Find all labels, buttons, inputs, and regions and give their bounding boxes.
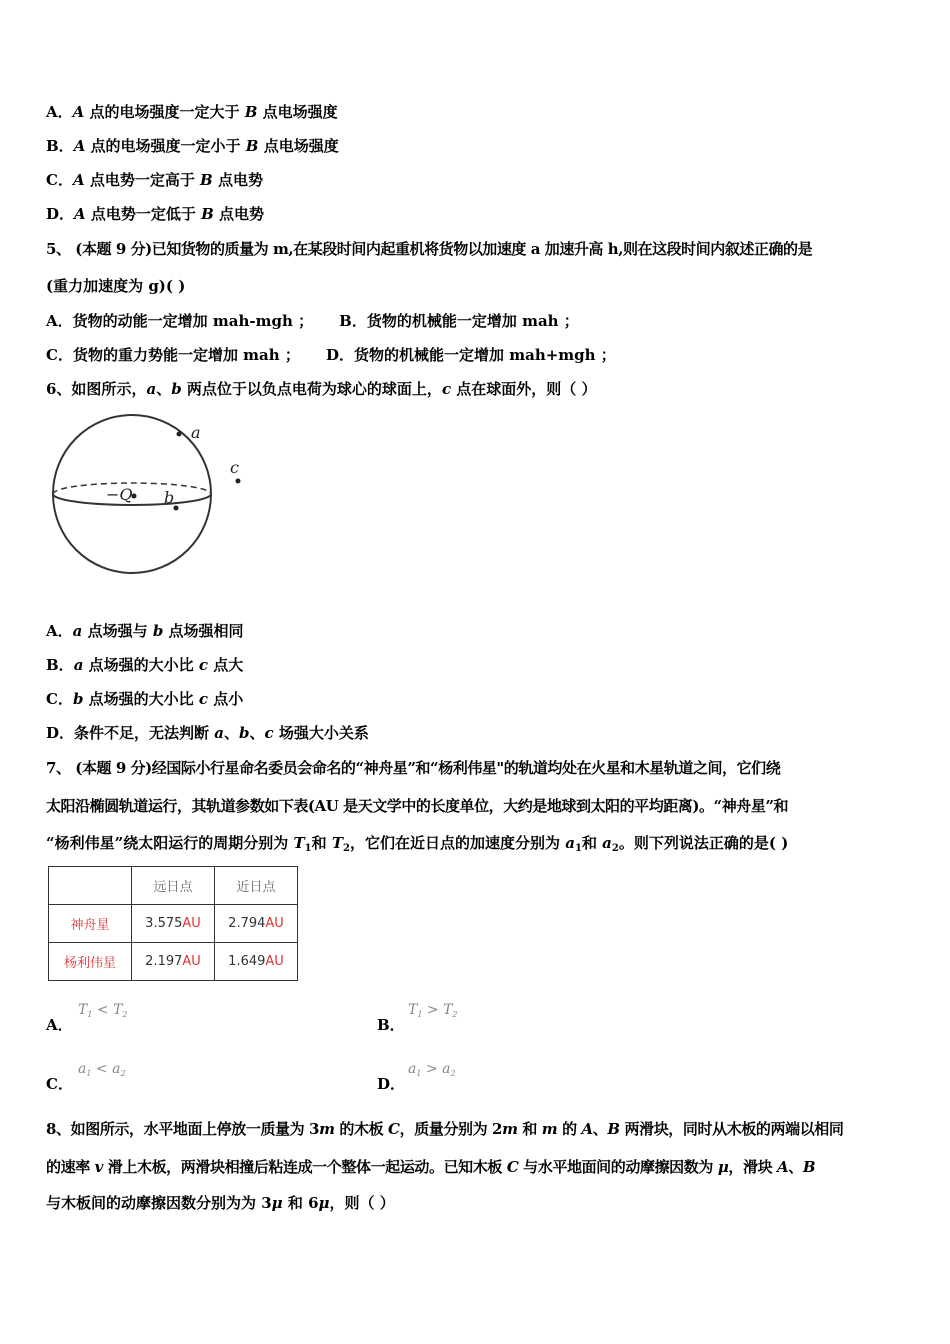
q6-option-c: C．b 点场强的大小比 c 点小 <box>46 690 244 708</box>
q4-option-c: C．A 点电势一定高于 B 点电势 <box>46 171 263 189</box>
q5-stem-line1: 5、 (本题 9 分)已知货物的质量为 m,在某段时间内起重机将货物以加速度 a 加速升高 h,则在这段时间内叙述正确的是 <box>46 240 813 258</box>
table-cell-far: 3.575AU <box>132 905 215 943</box>
q7-option-c-formula: $a_1 < a_2$ <box>78 1061 126 1078</box>
q6-stem: 6、如图所示，a、b 两点位于以负点电荷为球心的球面上，c 点在球面外，则（ ） <box>46 380 597 398</box>
q8-line3: 与木板间的动摩擦因数分别为为 3μ 和 6μ，则（ ） <box>46 1194 395 1212</box>
q6-option-a: A．a 点场强与 b 点场强相同 <box>46 622 244 640</box>
sphere-figure <box>46 414 256 584</box>
q7-option-a-label: A． <box>46 1016 73 1034</box>
q7-stem-line3: “杨利伟星”绕太阳运行的周期分别为 $T_1$和 $T_2$，它们在近日点的加速度分别为 $a_1$和 $a_2$。则下列说法正确的是( ) <box>46 834 789 854</box>
table-cell-near: 1.649AU <box>215 943 298 981</box>
q4-option-a: A．A 点的电场强度一定大于 B 点电场强度 <box>46 103 338 121</box>
orbit-parameters-table <box>48 866 298 981</box>
q7-option-b-label: B． <box>377 1016 405 1034</box>
label-c: c <box>230 458 239 477</box>
q4-option-d: D．A 点电势一定低于 B 点电势 <box>46 205 265 223</box>
q8-line2: 的速率 v 滑上木板，两滑块相撞后粘连成一个整体一起运动。已知木板 C 与水平地面间的动摩擦因数为 μ，滑块 A、B <box>46 1158 816 1176</box>
label-negative-q: −Q <box>106 485 133 504</box>
table-header-cell <box>49 867 132 905</box>
q7-stem-line1: 7、 (本题 9 分)经国际小行星命名委员会命名的“神舟星”和“杨利伟星"的轨道均处在火星和木星轨道之间，它们绕 <box>46 759 781 777</box>
q7-stem-line2: 太阳沿椭圆轨道运行，其轨道参数如下表(AU 是天文学中的长度单位，大约是地球到太阳的平均距离)。“神舟星”和 <box>46 797 789 815</box>
table-row <box>49 943 298 981</box>
point-b <box>174 506 179 511</box>
point-a <box>177 432 182 437</box>
q8-line1: 8、如图所示，水平地面上停放一质量为 3m 的木板 C，质量分别为 2m 和 m 的 A、B 两滑块，同时从木板的两端以相同 <box>46 1120 844 1138</box>
table-cell-name: 杨利伟星 <box>49 943 132 981</box>
q5-stem-line2: (重力加速度为 g)( ) <box>46 277 186 295</box>
q5-options-line2: C．货物的重力势能一定增加 mah ； D．货物的机械能一定增加 mah+mgh ； <box>46 346 616 364</box>
q7-option-d-formula: $a_1 > a_2$ <box>408 1061 456 1078</box>
table-header-cell: 近日点 <box>215 867 298 905</box>
q7-option-b-formula: $T_1 > T_2$ <box>408 1002 458 1019</box>
q7-option-c-label: C． <box>46 1075 73 1093</box>
label-b: b <box>164 488 175 507</box>
q6-option-d: D．条件不足，无法判断 a、b、c 场强大小关系 <box>46 724 369 742</box>
q4-option-b: B．A 点的电场强度一定小于 B 点电场强度 <box>46 137 339 155</box>
q6-option-b: B．a 点场强的大小比 c 点大 <box>46 656 244 674</box>
table-cell-far: 2.197AU <box>132 943 215 981</box>
table-header-cell: 远日点 <box>132 867 215 905</box>
table-cell-name: 神舟星 <box>49 905 132 943</box>
table-cell-near: 2.794AU <box>215 905 298 943</box>
q7-option-a-formula: $T_1 < T_2$ <box>78 1002 128 1019</box>
table-header-row <box>49 867 298 905</box>
table-row <box>49 905 298 943</box>
point-c <box>236 479 241 484</box>
label-a: a <box>191 423 201 442</box>
q5-options-line1: A．货物的动能一定增加 mah-mgh ； B．货物的机械能一定增加 mah ； <box>46 312 579 330</box>
q7-option-d-label: D． <box>377 1075 406 1093</box>
